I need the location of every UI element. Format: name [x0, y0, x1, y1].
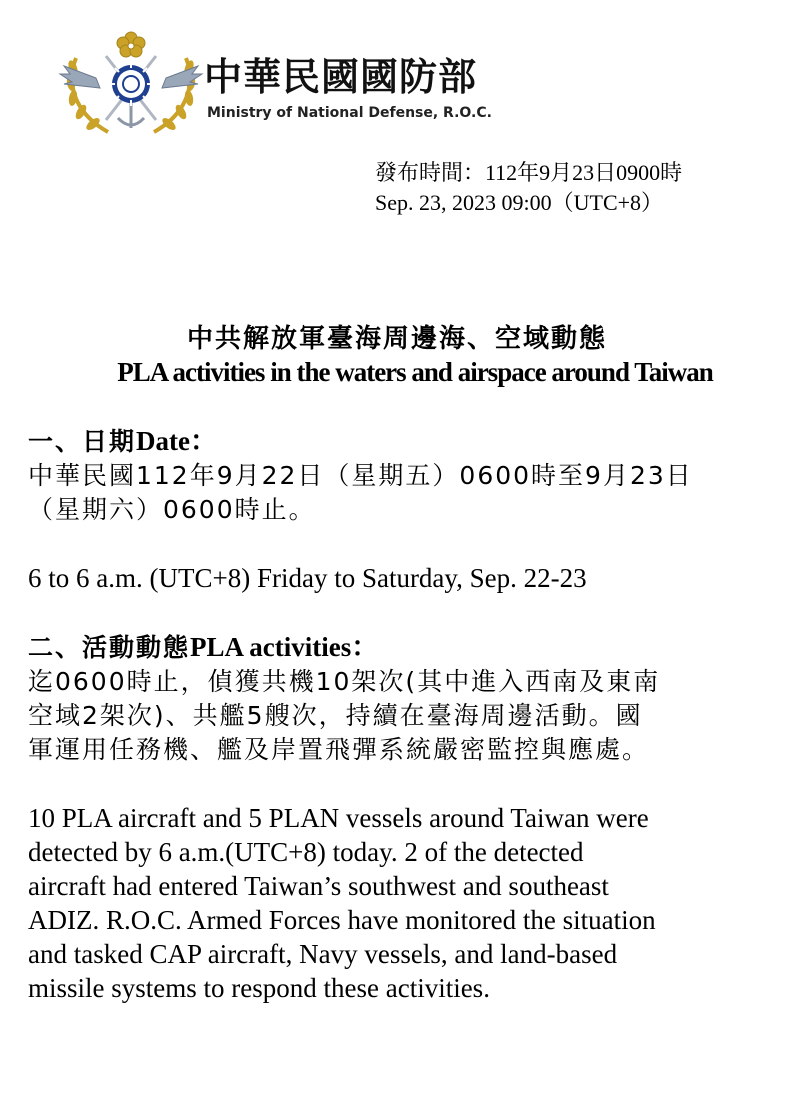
activities-en	[28, 801, 778, 1005]
activities-en-line: missile systems to respond these activities.	[28, 973, 490, 1003]
section-date	[28, 424, 778, 595]
section-date-heading-zh: 一、日期	[28, 427, 137, 456]
section-activities-heading	[28, 630, 778, 665]
date-range-zh-line: （星期六）0600時止。	[28, 495, 316, 524]
section-date-heading	[28, 424, 778, 459]
activities-en-line: 10 PLA aircraft and 5 PLAN vessels around Taiwan were	[28, 803, 649, 833]
document-title-zh: 中共解放軍臺海周邊海、空域動態	[186, 324, 607, 354]
date-range-zh	[28, 459, 778, 527]
date-range-zh-line: 中華民國112年9月22日（星期五）0600時至9月23日	[28, 461, 693, 490]
release-time	[375, 158, 682, 218]
activities-en-line: ADIZ. R.O.C. Armed Forces have monitored the situation	[28, 905, 656, 935]
activities-zh	[28, 665, 778, 767]
activities-en-line: detected by 6 a.m.(UTC+8) today. 2 of the detected	[28, 837, 584, 867]
section-activities-heading-en: PLA activities：	[190, 632, 379, 662]
mnd-emblem-icon	[56, 28, 206, 142]
document-title-en: PLA activities in the waters and airspace around Taiwan	[117, 357, 713, 387]
section-activities-heading-zh: 二、活動動態	[28, 633, 191, 662]
activities-zh-line: 軍運用任務機、艦及岸置飛彈系統嚴密監控與應處。	[28, 735, 650, 764]
activities-en-line: and tasked CAP aircraft, Navy vessels, and land-based	[28, 939, 618, 969]
letterhead	[56, 28, 516, 142]
release-time-en: Sep. 23, 2023 09:00（UTC+8）	[375, 190, 664, 215]
release-time-zh: 發布時間：112年9月23日0900時	[375, 160, 683, 185]
activities-en-line: aircraft had entered Taiwan’s southwest and southeast	[28, 871, 609, 901]
org-name-en: Ministry of National Defense, R.O.C.	[207, 105, 492, 121]
org-name-zh: 中華民國國防部	[204, 55, 478, 99]
section-date-heading-en: Date：	[136, 426, 217, 456]
activities-zh-line: 迄0600時止，偵獲共機10架次(其中進入西南及東南	[28, 667, 661, 696]
section-activities	[28, 630, 778, 1005]
activities-zh-line: 空域2架次)、共艦5艘次，持續在臺海周邊活動。國	[28, 701, 643, 730]
date-range-en: 6 to 6 a.m. (UTC+8) Friday to Saturday, Sep. 22-23	[28, 563, 587, 593]
